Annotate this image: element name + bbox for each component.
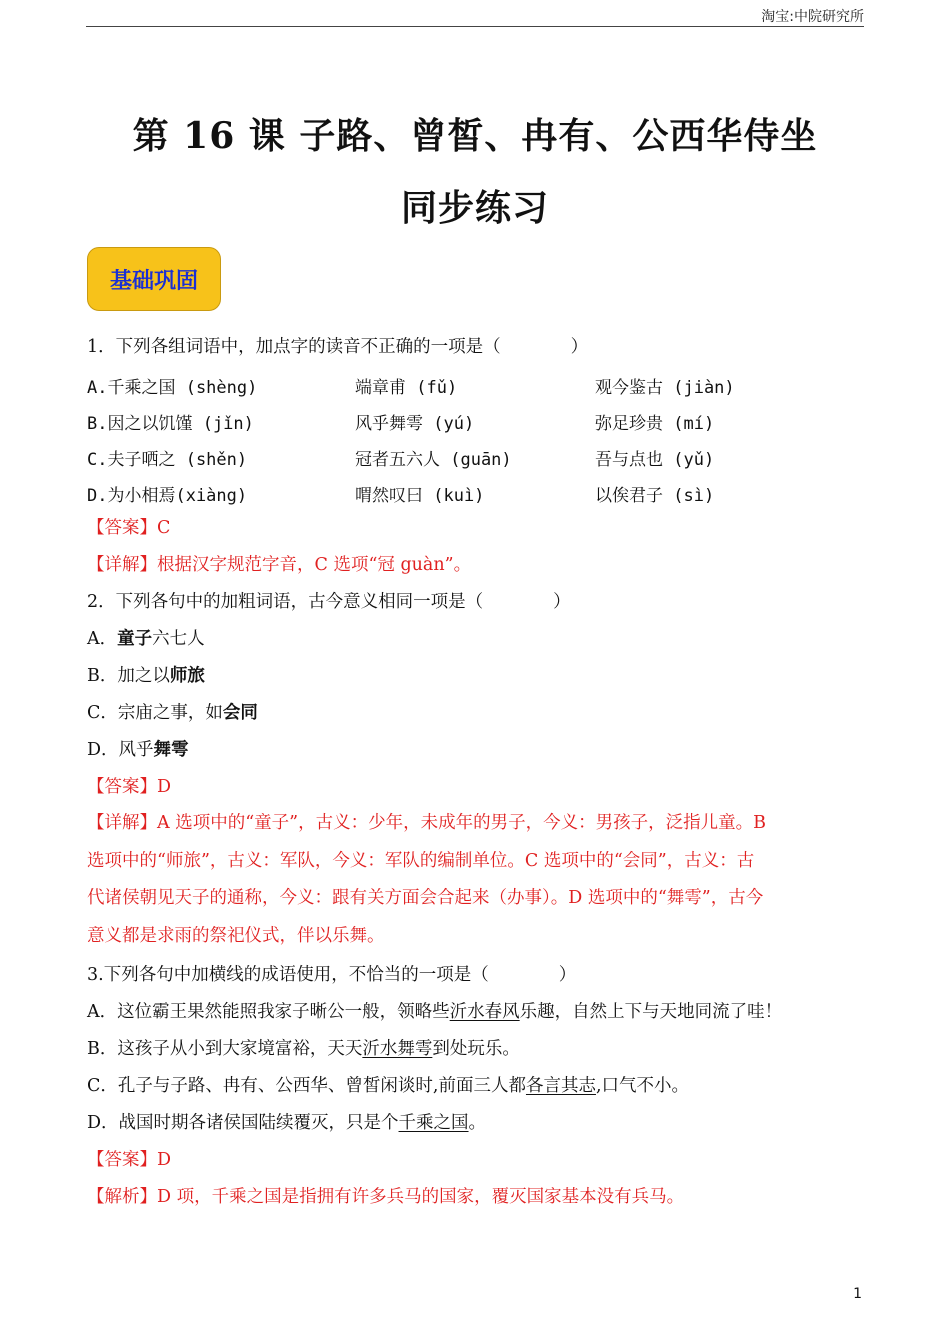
q3-option-b-post: 到处玩乐。 [432, 1039, 520, 1059]
q2-explanation [87, 805, 857, 955]
q3-option-b-pre: B．这孩子从小到大家境富裕，天天 [87, 1039, 363, 1059]
q3-option-a-pre: A．这位霸王果然能照我家子晰公一般，领略些 [87, 1002, 450, 1022]
q1-option-a-1: A.千乘之国 (shèng) [87, 378, 258, 398]
q1-option-d-3: 以俟君子 (sì) [595, 486, 715, 506]
q2-option-a [87, 628, 205, 650]
page-title-line2: 同步练习 [400, 187, 549, 229]
page-number: 1 [853, 1286, 862, 1302]
q1-option-b-1: B.因之以饥馑 (jǐn) [87, 414, 254, 434]
section-badge-label: 基础巩固 [109, 268, 198, 294]
q1-explanation: 【详解】根据汉字规范字音，C 选项“冠 guàn”。 [87, 555, 472, 575]
q2-option-a-rest: 六七人 [152, 629, 205, 649]
q2-option-d-prefix: D．风乎 [87, 740, 154, 760]
q2-option-c [87, 702, 258, 724]
q2-explanation-line: 意义都是求雨的祭祀仪式，伴以乐舞。 [87, 925, 385, 946]
q1-stem: 1．下列各组词语中，加点字的读音不正确的一项是（ ） [87, 337, 589, 357]
q3-option-d-post: 。 [468, 1113, 487, 1133]
q2-option-b-prefix: B．加之以 [87, 666, 170, 686]
q1-option-c-3: 吾与点也 (yǔ) [595, 450, 715, 470]
q3-option-a-idiom: 沂水春风 [449, 1002, 520, 1022]
q2-explanation-line: 代诸侯朝见天子的通称，今义：跟有关方面会合起来（办事）。D 选项中的“舞雩”，古今 [87, 888, 764, 908]
q1-option-b-3: 弥足珍贵 (mí) [595, 414, 715, 434]
q2-stem: 2．下列各句中的加粗词语，古今意义相同一项是（ ） [87, 592, 571, 612]
q3-option-b [87, 1038, 520, 1060]
q3-option-c-pre: C．孔子与子路、冉有、公西华、曾皙闲谈时,前面三人都 [87, 1076, 526, 1096]
q1-option-a-2: 端章甫 (fǔ) [355, 378, 458, 398]
q2-explanation-line: 选项中的“师旅”，古义：军队，今义：军队的编制单位。C 选项中的“会同”，古义：古 [87, 850, 755, 871]
q1-option-c-2: 冠者五六人 (guān) [355, 450, 512, 470]
q2-option-a-bold: 童子 [117, 629, 153, 649]
q2-option-a-prefix: A． [87, 629, 118, 649]
q1-option-a-3: 观今鉴古 (jiàn) [595, 378, 735, 398]
section-badge [87, 247, 221, 311]
q3-option-a [87, 1001, 782, 1023]
q1-answer: 【答案】C [87, 518, 171, 538]
q3-option-d-idiom: 千乘之国 [398, 1113, 469, 1133]
q1-option-d-1: D.为小相焉(xiàng) [87, 486, 248, 506]
q1-option-d-2: 喟然叹曰 (kuì) [355, 486, 485, 506]
q2-option-c-prefix: C．宗庙之事，如 [87, 703, 223, 723]
q2-option-c-bold: 会同 [222, 703, 258, 723]
q2-option-d [87, 739, 189, 761]
q3-option-c-idiom: 各言其志 [525, 1076, 596, 1096]
q2-answer: 【答案】D [87, 777, 172, 797]
q3-stem: 3.下列各句中加横线的成语使用，不恰当的一项是（ ） [87, 965, 577, 985]
page-title-line1: 第 16 课 子路、曾皙、冉有、公西华侍坐 [132, 115, 818, 157]
q3-option-a-post: 乐趣，自然上下与天地同流了哇！ [519, 1002, 783, 1022]
q3-explanation: 【解析】D 项，千乘之国是指拥有许多兵马的国家，覆灭国家基本没有兵马。 [87, 1187, 685, 1207]
q3-option-d [87, 1112, 486, 1134]
q2-explanation-line: 【详解】A 选项中的“童子”，古义：少年，未成年的男子，今义：男孩子，泛指儿童。B [87, 813, 766, 833]
q3-option-d-pre: D．战国时期各诸侯国陆续覆灭，只是个 [87, 1113, 399, 1133]
q3-option-c [87, 1075, 689, 1097]
q2-option-b-bold: 师旅 [169, 666, 205, 686]
q3-answer: 【答案】D [87, 1150, 172, 1170]
q2-option-b [87, 665, 205, 687]
q3-option-b-idiom: 沂水舞雩 [362, 1039, 433, 1059]
q2-option-d-bold: 舞雩 [153, 740, 189, 760]
q1-option-b-2: 风乎舞雩 (yú) [355, 414, 475, 434]
header-text: 淘宝:中院研究所 [761, 9, 864, 25]
q1-option-c-1: C.夫子哂之 (shěn) [87, 450, 248, 470]
header-divider [86, 26, 864, 27]
q3-option-c-post: ,口气不小。 [595, 1076, 690, 1096]
